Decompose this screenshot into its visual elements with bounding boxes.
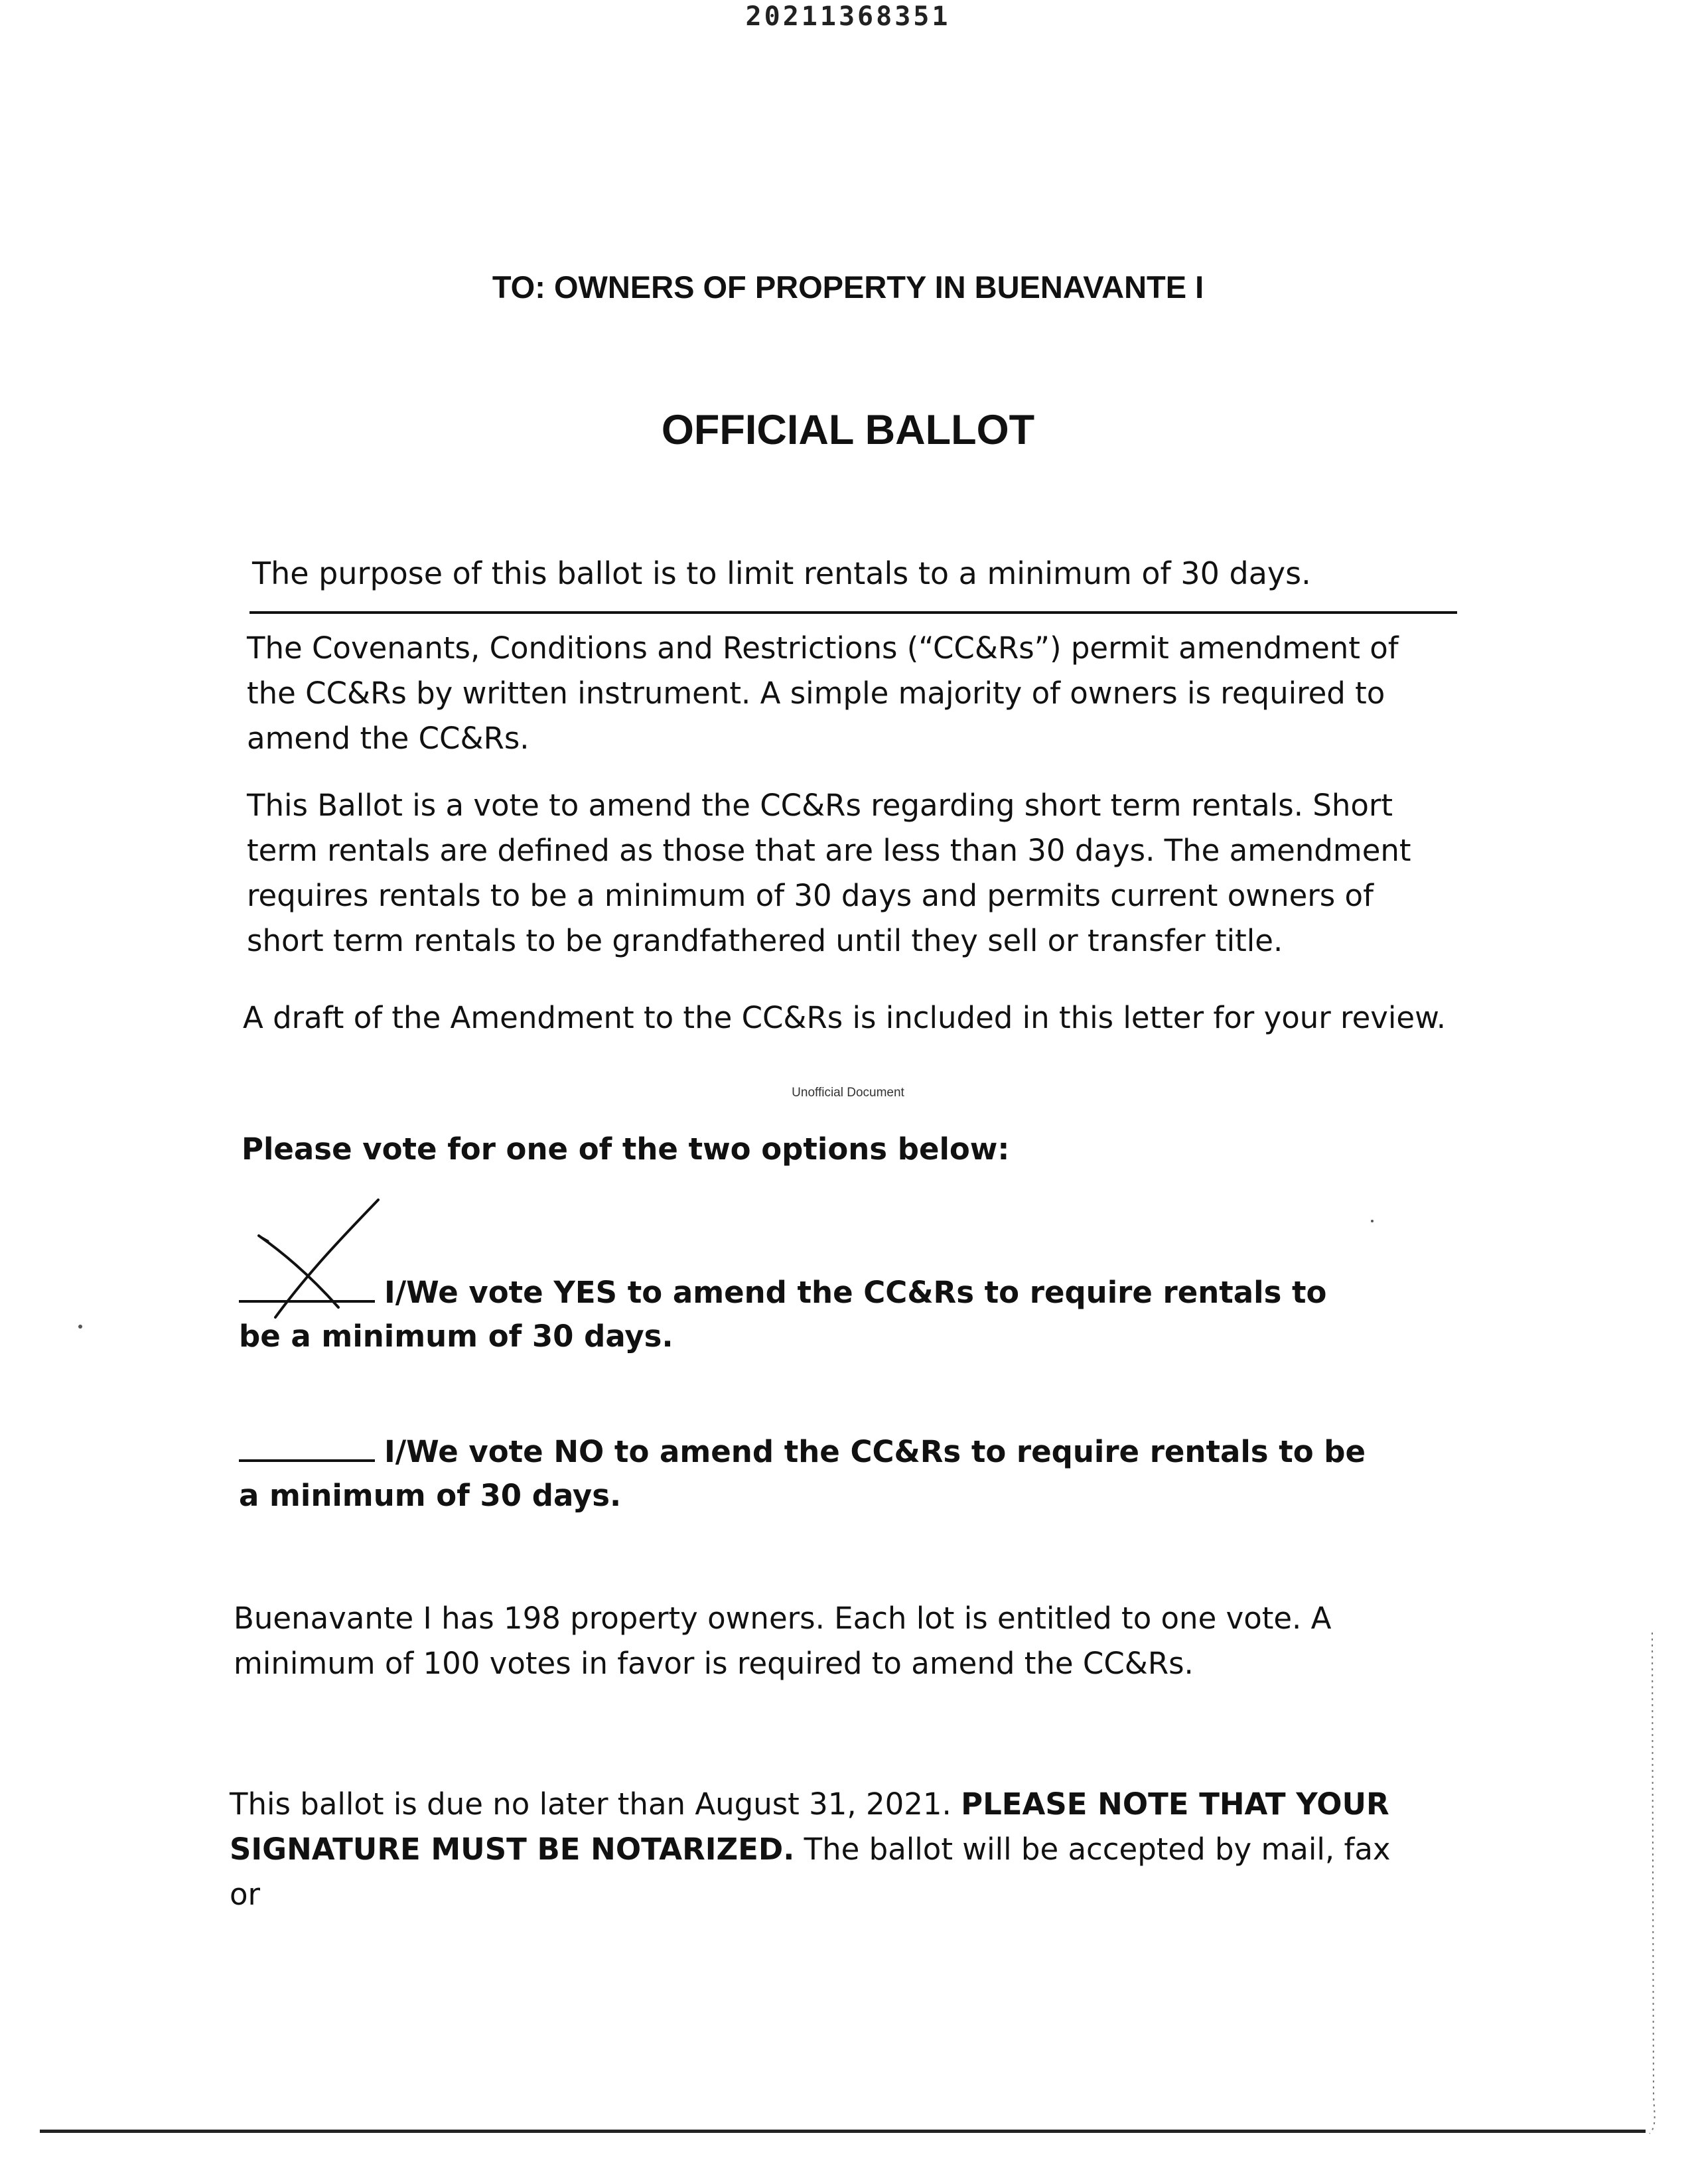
due-date-paragraph <box>230 1782 1424 1917</box>
notarize-notice: PLEASE NOTE THAT YOUR SIGNATURE MUST BE NOTARIZED. <box>230 1786 1389 1867</box>
due-date-text: This ballot is due no later than August 31, 2021. <box>230 1786 952 1822</box>
unofficial-watermark: Unofficial Document <box>792 1086 904 1100</box>
page-bottom-edge <box>40 2130 1646 2133</box>
scan-speck <box>78 1325 82 1329</box>
ccrs-paragraph: The Covenants, Conditions and Restrictions (“CC&Rs”) permit amendment of the CC&Rs by written instrument. A simple majority of owners is required to amend the CC&Rs. <box>247 630 1399 756</box>
owners-info-paragraph: Buenavante I has 198 property owners. Each lot is entitled to one vote. A minimum of 100 votes in favor is required to amend the CC&Rs. <box>234 1601 1332 1681</box>
vote-instructions: Please vote for one of the two options below: <box>242 1131 1010 1167</box>
page-title: OFFICIAL BALLOT <box>661 407 1035 453</box>
recording-number: 20211368351 <box>745 1 951 32</box>
draft-amendment-paragraph: A draft of the Amendment to the CC&Rs is included in this letter for your review. <box>243 1000 1447 1035</box>
scan-edge-artifact-icon <box>1644 1633 1671 2137</box>
vote-option-no[interactable] <box>239 1430 1367 1518</box>
submission-methods-text: The ballot will be accepted by mail, fax or <box>230 1832 1391 1912</box>
vote-option-no-label: I/We vote NO to amend the CC&Rs to require rentals to be a minimum of 30 days. <box>239 1434 1366 1513</box>
purpose-underline <box>249 611 1457 614</box>
no-checkbox-line[interactable] <box>239 1439 375 1462</box>
yes-checkbox-line[interactable] <box>239 1280 375 1303</box>
addressee-heading: TO: OWNERS OF PROPERTY IN BUENAVANTE I <box>492 269 1204 305</box>
scan-speck <box>1371 1220 1374 1222</box>
purpose-statement: The purpose of this ballot is to limit rentals to a minimum of 30 days. <box>252 555 1311 591</box>
vote-option-yes[interactable] <box>239 1271 1367 1358</box>
ballot-description-paragraph: This Ballot is a vote to amend the CC&Rs regarding short term rentals. Short term rentals are defined as those that are less than 30 days. The amendment requires rentals to be a minimum of 30 days and permits current owners of short term rentals to be grandfathered until they sell or transfer title. <box>247 788 1411 958</box>
vote-option-yes-label: I/We vote YES to amend the CC&Rs to require rentals to be a minimum of 30 days. <box>239 1275 1327 1354</box>
